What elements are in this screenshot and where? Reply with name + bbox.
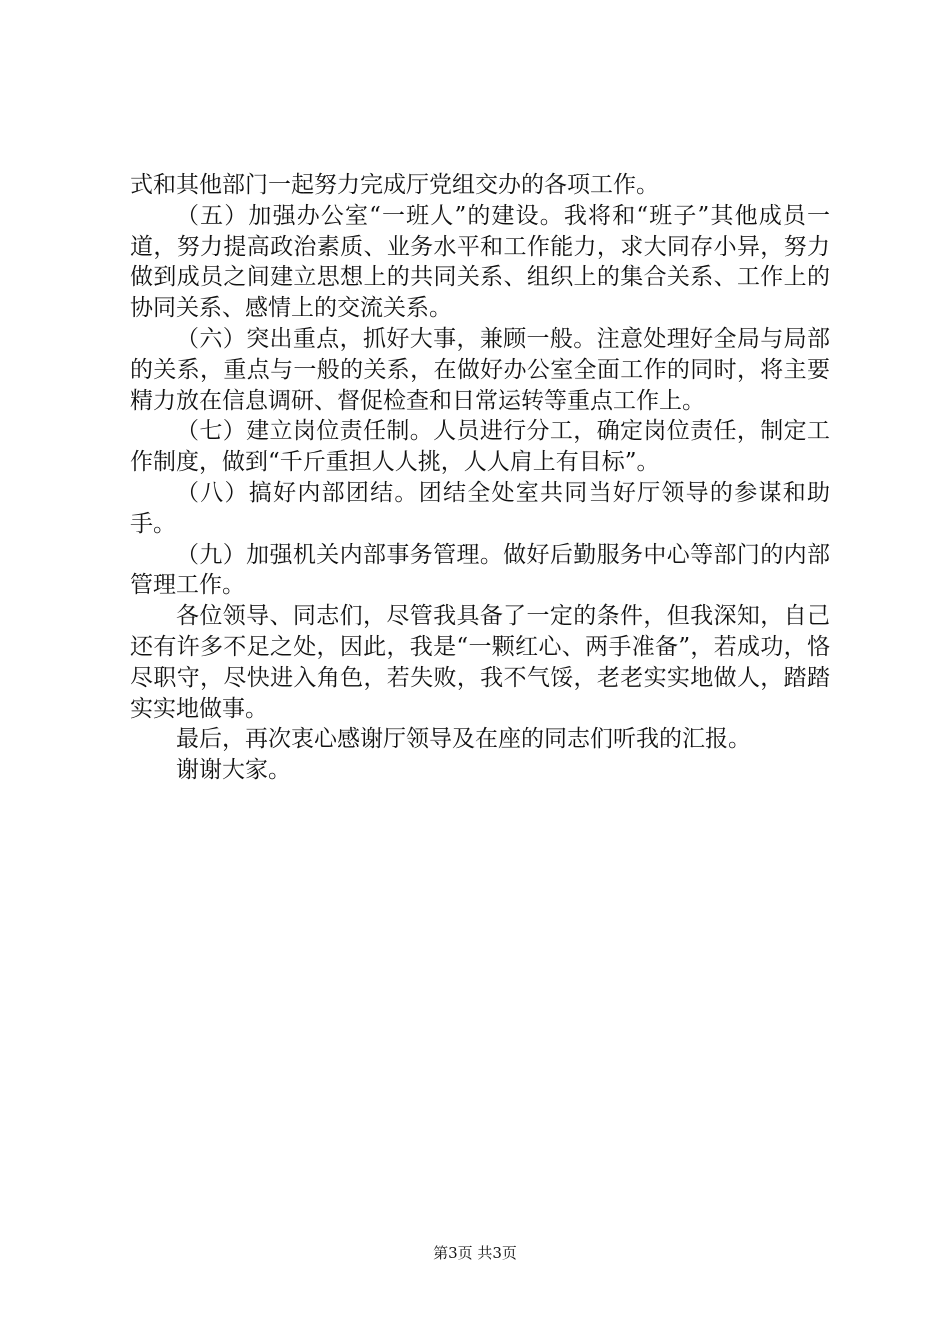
page-number: 第3页 共3页 [433, 1244, 517, 1262]
paragraph-item-6: （六）突出重点，抓好大事，兼顾一般。注意处理好全局与局部的关系，重点与一般的关系，在做好办公室全面工作的同时，将主要精力放在信息调研、督促检查和日常运转等重点工作上。 [130, 325, 830, 414]
page-footer [0, 1243, 950, 1263]
paragraph-thanks-leaders: 最后，再次衷心感谢厅领导及在座的同志们听我的汇报。 [176, 726, 751, 753]
paragraph-thanks-all: 谢谢大家。 [176, 757, 291, 784]
paragraph-item-7: （七）建立岗位责任制。人员进行分工，确定岗位责任，制定工作制度，做到“千斤重担人人挑，人人肩上有目标”。 [130, 418, 830, 476]
paragraph-conclusion: 各位领导、同志们，尽管我具备了一定的条件，但我深知，自己还有许多不足之处，因此，我是“一颗红心、两手准备”，若成功，恪尽职守，尽快进入角色，若失败，我不气馁，老老实实地做人，踏踏实实地做事。 [130, 603, 830, 722]
paragraph-item-5: （五）加强办公室“一班人”的建设。我将和“班子”其他成员一道，努力提高政治素质、业务水平和工作能力，求大同存小异，努力做到成员之间建立思想上的共同关系、组织上的集合关系、工作上的协同关系、感情上的交流关系。 [130, 202, 830, 322]
paragraph-item-9: （九）加强机关内部事务管理。做好后勤服务中心等部门的内部管理工作。 [130, 541, 830, 599]
paragraph-continuation: 式和其他部门一起努力完成厅党组交办的各项工作。 [130, 172, 659, 198]
document-body [130, 170, 830, 786]
paragraph-item-8: （八）搞好内部团结。团结全处室共同当好厅领导的参谋和助手。 [130, 479, 830, 537]
